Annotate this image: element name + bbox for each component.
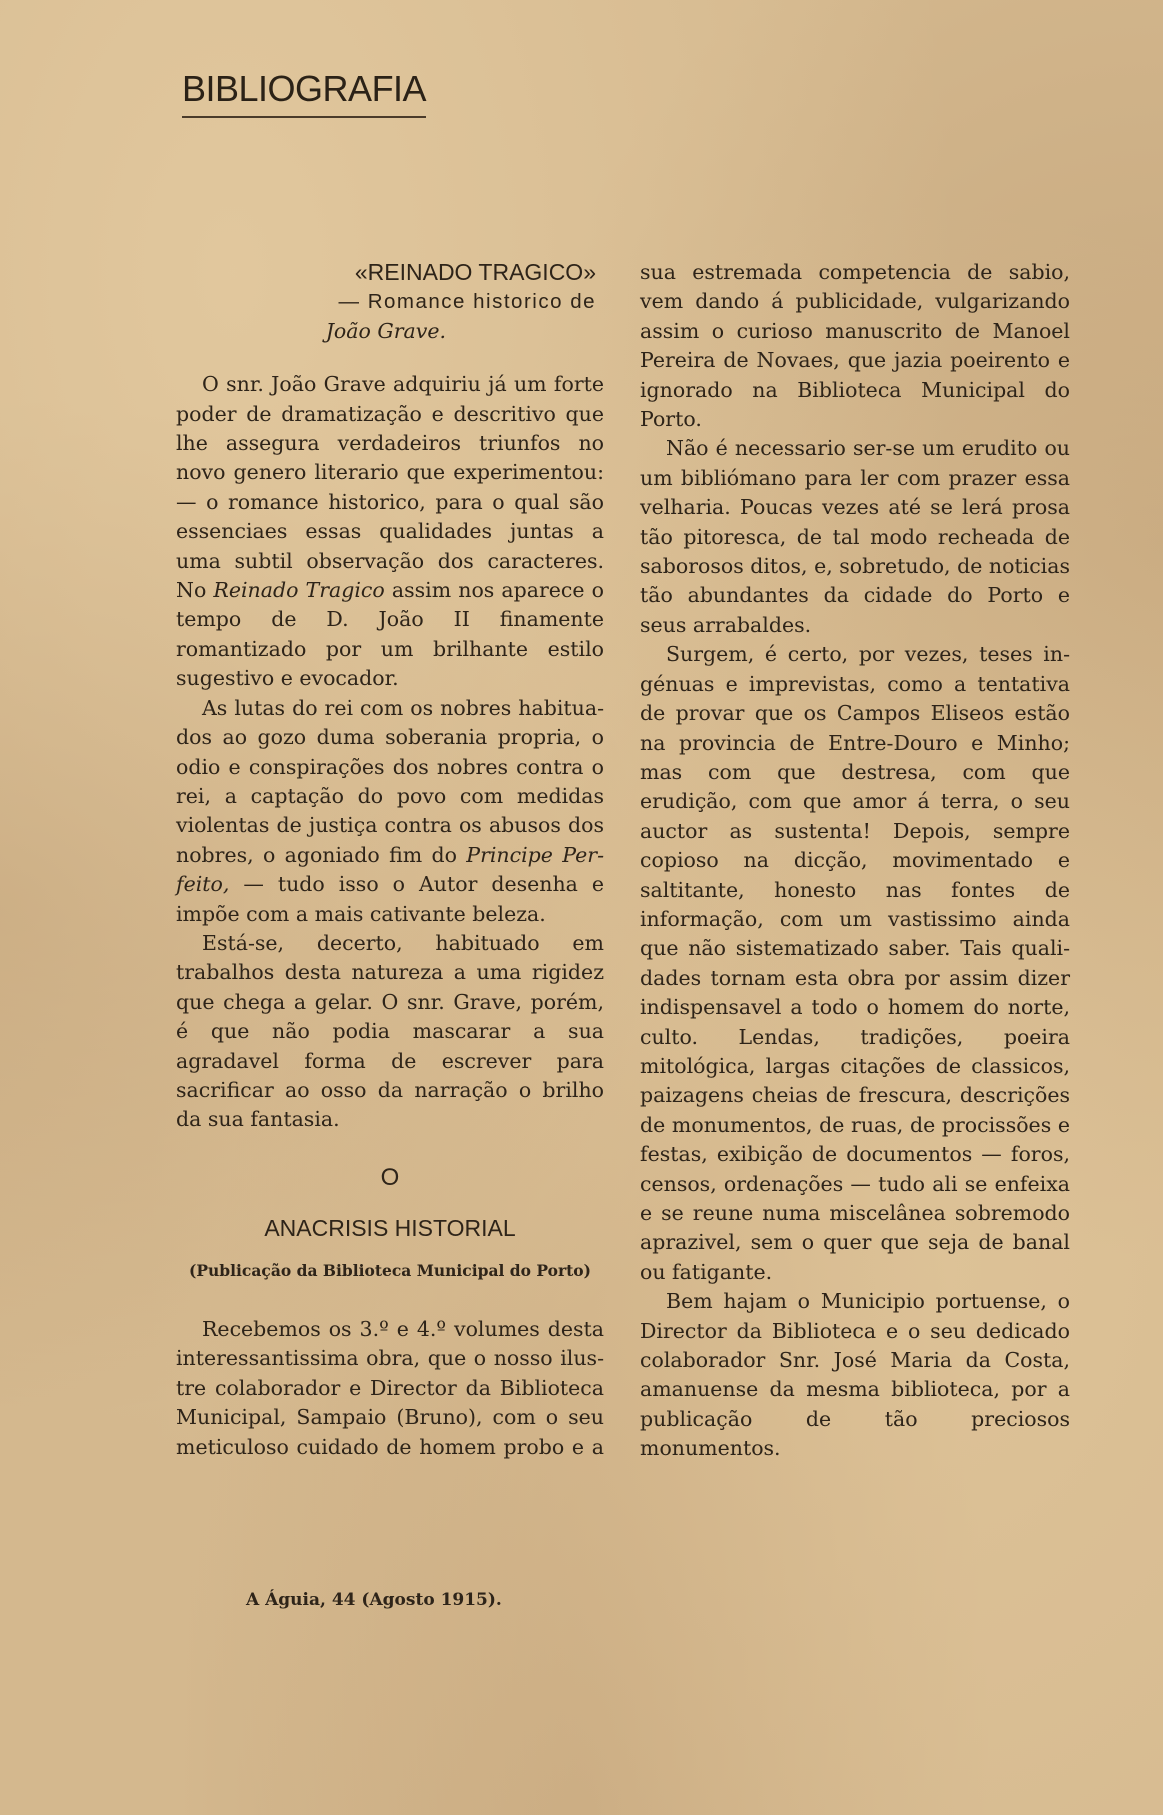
right-column <box>640 258 1070 1464</box>
article-subtitle: — Romance historico de <box>338 290 596 314</box>
paragraph: Surgem, é certo, por vezes, teses ingénuas e imprevistas, como a tentativa de provar que os Campos Eliseos estão na provincia de Entre-Douro e Minho; mas com que destresa, com que erudição, com que amor á terra, o seu auctor as sustenta! Depois, sempre copioso na dicção, movimentado e saltitante, honesto nas fontes de informação, com um vastissimo ainda que não sistematizado saber. Tais qualidades tornam esta obra por assim dizer indispensavel a todo o homem do norte, culto. Lendas, tradições, poeira mitológica, largas citações de classicos, paizagens cheias de frescura, descrições de monumentos, de ruas, de procissões e festas, exibição de documentos — foros, censos, ordenações — tudo ali se enfeixa e se reune numa miscelânea sobremodo aprazivel, sem o quer que seja de banal ou fatigante. <box>640 642 1070 1284</box>
paragraph: Bem hajam o Municipio portuense, o Director da Biblioteca e o seu dedicado colaborador Snr. José Maria da Costa, amanuense da mesma biblioteca, por a publicação de tão preciosos monumentos. <box>640 1289 1070 1461</box>
section-separator: O <box>380 1163 400 1191</box>
page-title: BIBLIOGRAFIA <box>182 68 426 118</box>
paragraph-continuation: sua estremada competencia de sabio, vem dando á publicidade, vulgarizando assim o curioso manuscrito de Manoel Pereira de Novaes, que jazia poeirento e ignorado na Biblioteca Municipal do Porto. <box>640 260 1070 432</box>
article-title-block <box>176 258 596 346</box>
emphasis: Principe Perfeito, <box>176 842 604 897</box>
paragraph-continued: Recebemos os 3.º e 4.º volumes desta interessantissima obra, que o nosso ilustre colaborador e Director da Biblioteca Municipal, Sampaio (Bruno), com o seu meticuloso cuidado de homem probo e a <box>176 1317 604 1459</box>
left-column <box>176 258 604 1462</box>
section-subtitle: (Publicação da Biblioteca Municipal do Porto) <box>189 1260 591 1280</box>
paragraph: As lutas do rei com os nobres habituados ao gozo duma soberania propria, o odio e conspirações dos nobres contra o rei, a captação do povo com medidas violentas de justiça contra os abusos dos nobres, o agoniado fim do Principe Perfeito, — tudo isso o Autor desenha e impõe com a mais cativante beleza. <box>176 695 604 926</box>
paragraph: Não é necessario ser-se um erudito ou um bibliómano para ler com prazer essa velharia. Poucas vezes até se lerá prosa tão pitoresca, de tal modo recheada de saborosos ditos, e, sobretudo, de noticias tão abundantes da cidade do Porto e seus arrabaldes. <box>640 436 1070 637</box>
section-title: ANACRISIS HISTORIAL <box>264 1215 516 1242</box>
article-title: «REINADO TRAGICO» <box>354 259 596 285</box>
paragraph: Está-se, decerto, habituado em trabalhos desta natureza a uma rigidez que chega a gelar. O snr. Grave, porém, é que não podia mascarar a sua agradavel forma de escrever para sacrificar ao osso da narração o brilho da sua fantasia. <box>176 930 604 1132</box>
book-title: Reinado Tragico <box>213 578 385 603</box>
footer-source: A Águia, 44 (Agosto 1915). <box>246 1590 502 1610</box>
article-author: João Grave. <box>325 318 446 343</box>
paragraph: O snr. João Grave adquiriu já um forte poder de dramatização e descritivo que lhe assegura verdadeiros triunfos no novo genero literario que experimentou: — o romance historico, para o qual são essenciaes essas qualidades juntas a uma subtil observação dos caracteres. No Reinado Tragico assim nos aparece o tempo de D. João II finamente romantizado por um brilhante estilo sugestivo e evocador. <box>176 372 605 691</box>
